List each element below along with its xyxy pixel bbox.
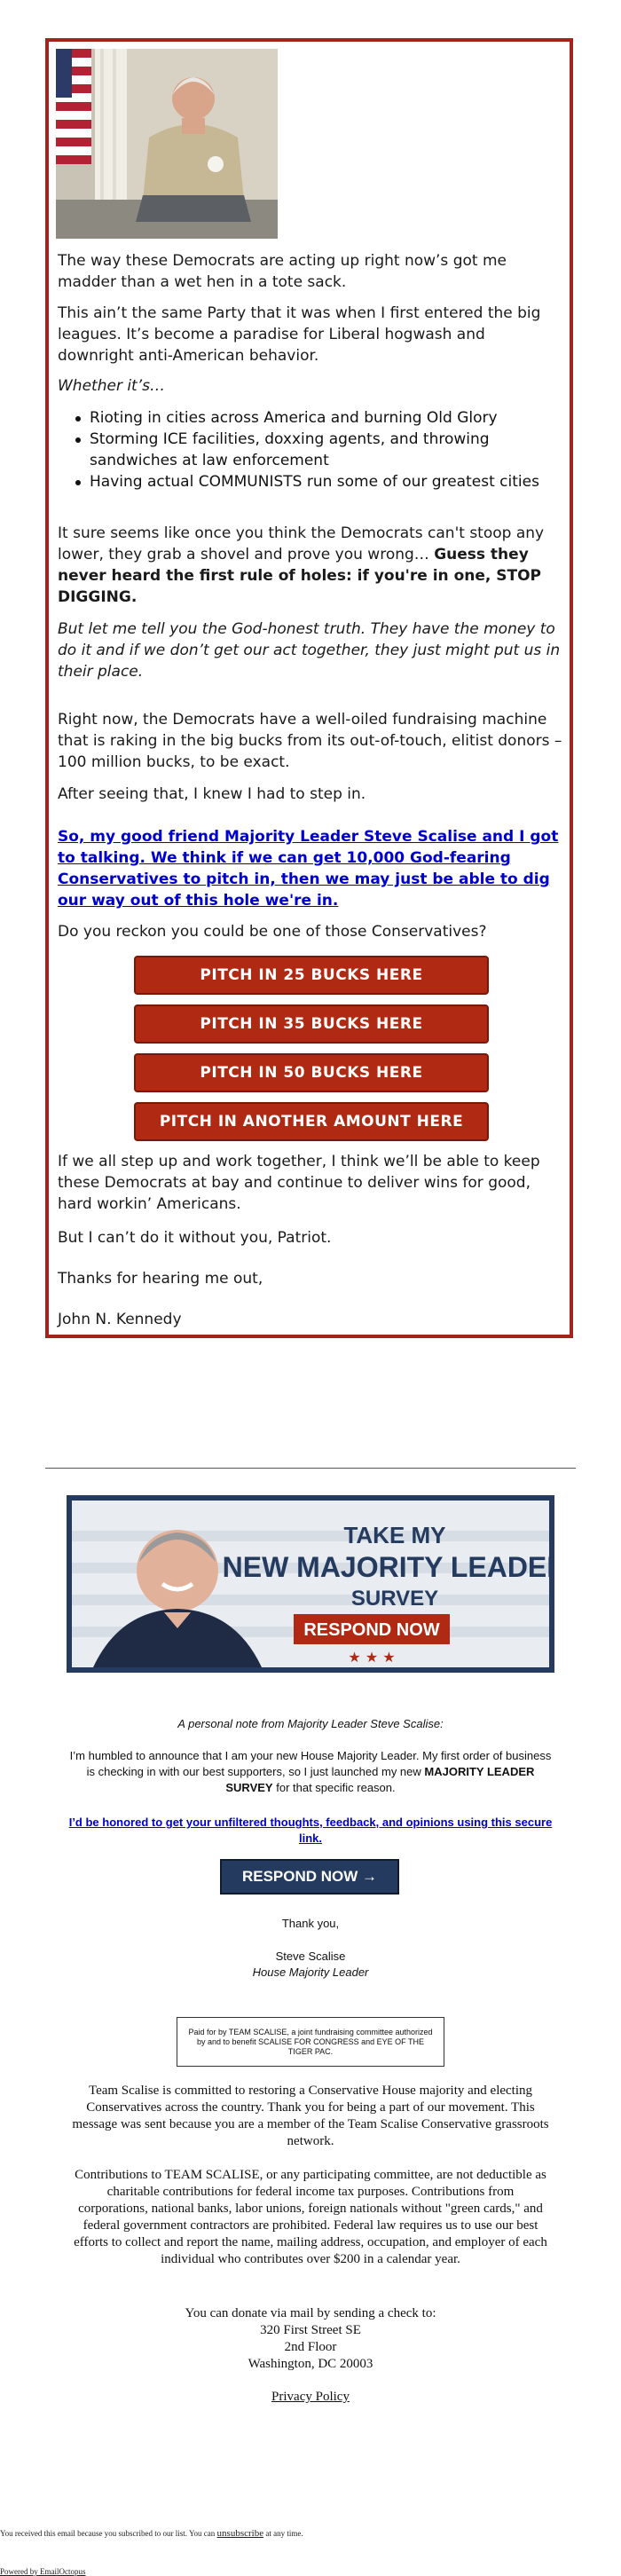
banner-line3: SURVEY bbox=[350, 1587, 439, 1611]
signature: John N. Kennedy bbox=[58, 1311, 182, 1328]
unsubscribe-text-end: at any time. bbox=[263, 2529, 303, 2538]
list-item: Rioting in cities across America and burning Old Glory bbox=[70, 407, 563, 429]
address-line-3: Washington, DC 20003 bbox=[248, 2357, 373, 2371]
pitch-50-button[interactable]: PITCH IN 50 BUCKS HERE bbox=[134, 1053, 489, 1092]
powered-by bbox=[0, 2567, 85, 2576]
mission-paragraph: Team Scalise is committed to restoring a Conservative House majority and electing Conservatives across the country. Thank you for being a part of our movement. This message was sent because you are a member of the Team Scalise Conservative grassroots network. bbox=[72, 2084, 549, 2148]
unsubscribe-link[interactable]: unsubscribe bbox=[216, 2528, 264, 2539]
scalise-donate-link[interactable]: So, my good friend Majority Leader Steve Scalise and I got to talking. We think if we can get 10,000 God-fearing Conservatives to pitch in, then we may just be able to dig our way out of this hole we're in. bbox=[58, 828, 559, 910]
pitch-35-button[interactable]: PITCH IN 35 BUCKS HERE bbox=[134, 1004, 489, 1044]
legal-paragraph: Contributions to TEAM SCALISE, or any participating committee, are not deductible as charitable contributions for federal income tax purposes. Contributions from corporations, national banks, labor unions, foreign nationals without "green cards," and federal government contractors are prohibited. Federal law requires us to use our best efforts to collect and report the name, mailing address, occupation, and employer of each individual who contributes over $200 in a calendar year. bbox=[74, 2168, 547, 2266]
whether-line: Whether it’s… bbox=[58, 377, 165, 395]
note-body-text: I’m humbled to announce that I am your new House Majority Leader. My first order of business is checking in with our best supporters, so I just launched my new bbox=[69, 1749, 552, 1778]
mail-intro: You can donate via mail by sending a check to: bbox=[185, 2306, 436, 2320]
fundraising-paragraph: Right now, the Democrats have a well-oiled fundraising machine that is raking in the big bucks from its out-of-touch, elitist donors – 100 million bucks, to be exact. bbox=[58, 711, 562, 771]
banner-line1: TAKE MY bbox=[343, 1522, 446, 1548]
letter-card bbox=[45, 38, 573, 1338]
note-link-paragraph bbox=[67, 1815, 554, 1847]
banner-respond-label: RESPOND NOW bbox=[303, 1620, 440, 1640]
privacy-paragraph bbox=[53, 2390, 568, 2405]
survey-secure-link[interactable]: I’d be honored to get your unfiltered thoughts, feedback, and opinions using this secure link. bbox=[68, 1816, 553, 1845]
star-icon: ★ ★ ★ bbox=[348, 1649, 396, 1666]
list-item: Having actual COMMUNISTS run some of our greatest cities bbox=[70, 471, 563, 492]
question-paragraph: Do you reckon you could be one of those Conservatives? bbox=[58, 923, 487, 941]
note-body-bold: MAJORITY LEADER SURVEY bbox=[225, 1765, 535, 1794]
paid-for-disclaimer: Paid for by TEAM SCALISE, a joint fundraising committee authorized by and to benefit SCALISE FOR CONGRESS and EYE OF THE TIGER PAC. bbox=[177, 2017, 444, 2067]
privacy-policy-link[interactable]: Privacy Policy bbox=[271, 2390, 350, 2404]
thanks-line: Thanks for hearing me out, bbox=[58, 1270, 263, 1288]
note-body-end: for that specific reason. bbox=[272, 1781, 396, 1794]
intro-paragraph: The way these Democrats are acting up right now’s got me madder than a wet hen in a tote sack. bbox=[58, 252, 507, 291]
list-item: Storming ICE facilities, doxxing agents, and throwing sandwiches at law enforcement bbox=[70, 429, 563, 471]
emailoctopus-link[interactable]: Powered by EmailOctopus bbox=[0, 2567, 86, 2576]
party-paragraph: This ain’t the same Party that it was when I first entered the big leagues. It’s become a paradise for Liberal hogwash and downright anti-American behavior. bbox=[58, 304, 541, 365]
unsubscribe-text: You received this email because you subscribed to our list. You can bbox=[0, 2529, 217, 2538]
truth-paragraph: But let me tell you the God-honest truth. They have the money to do it and if we don’t get our act together, they just might put us in their place. bbox=[58, 620, 561, 681]
respond-now-button[interactable]: RESPOND NOW → bbox=[220, 1859, 399, 1895]
section-divider bbox=[45, 1468, 576, 1469]
bullet-list bbox=[70, 407, 563, 492]
address-line-2: 2nd Floor bbox=[284, 2340, 337, 2354]
pitch-25-button[interactable]: PITCH IN 25 BUCKS HERE bbox=[134, 956, 489, 995]
note-name: Steve Scalise bbox=[275, 1950, 346, 1963]
senator-photo bbox=[56, 49, 278, 239]
step-in-paragraph: After seeing that, I knew I had to step in. bbox=[58, 785, 366, 803]
address-line-1: 320 First Street SE bbox=[260, 2323, 361, 2337]
patriot-paragraph: But I can’t do it without you, Patriot. bbox=[58, 1229, 332, 1247]
note-body bbox=[67, 1748, 554, 1796]
scalise-link-paragraph bbox=[58, 826, 563, 911]
closing-paragraph: If we all step up and work together, I think we’ll be able to keep these Democrats at bay and continue to deliver wins for good, hard workin’ Americans. bbox=[58, 1153, 540, 1213]
banner-line2: NEW MAJORITY LEADER bbox=[222, 1551, 554, 1583]
note-title: House Majority Leader bbox=[252, 1965, 369, 1979]
holes-bold-text: Guess they never heard the first rule of holes: if you're in one, STOP DIGGING. bbox=[58, 546, 542, 606]
pitch-other-amount-button[interactable]: PITCH IN ANOTHER AMOUNT HERE bbox=[134, 1102, 489, 1141]
survey-banner[interactable] bbox=[67, 1495, 554, 1673]
holes-text: It sure seems like once you think the Democrats can't stoop any lower, they grab a shovel and prove you wrong… bbox=[58, 524, 545, 563]
unsubscribe-notice bbox=[0, 2528, 303, 2539]
holes-paragraph bbox=[58, 523, 563, 608]
note-heading: A personal note from Majority Leader Steve Scalise: bbox=[177, 1717, 444, 1730]
note-thank-you: Thank you, bbox=[281, 1917, 340, 1930]
